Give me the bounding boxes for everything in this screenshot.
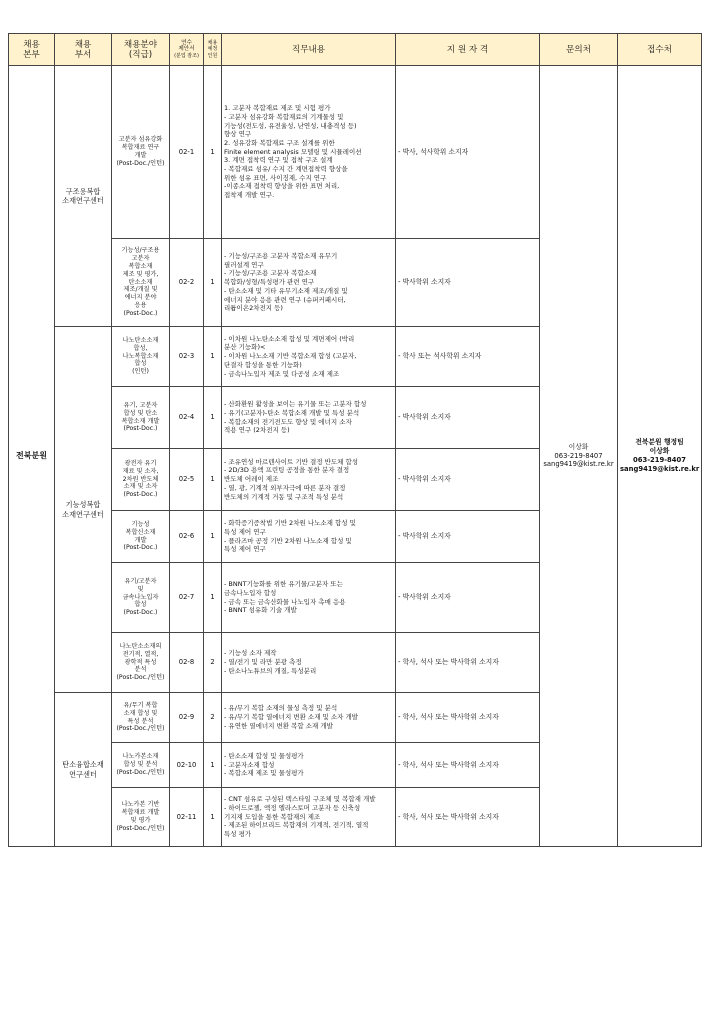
field-cell: 나노카본 기반 복합재료 개발 및 평가 (Post-Doc./인턴)	[112, 788, 170, 847]
code-cell: 02-7	[170, 563, 204, 633]
dept-cell: 구조용복합 소재연구센터	[55, 66, 112, 327]
header-qual: 지 원 자 격	[396, 34, 540, 66]
field-cell: 나노탄소소재 합성, 나노복합소재 합성 (인턴)	[112, 327, 170, 387]
duty-cell: - 탄소소재 합성 및 물성평가 - 고분자소재 합성 - 복합소재 제조 및 물성평가	[222, 743, 396, 788]
code-cell: 02-5	[170, 449, 204, 511]
qual-cell: - 학사 또는 석사학위 소지자	[396, 327, 540, 387]
count-cell: 1	[204, 511, 222, 563]
duty-cell: - 산화환원 활성을 보이는 유기물 또는 고분자 합성 - 유기(고분자)-탄소 복합소재 개발 및 특성 분석 - 복합소재의 전기전도도 향상 및 에너지 소자 적용 연구 (2차전지 등)	[222, 387, 396, 449]
qual-cell: - 학사, 석사 또는 박사학위 소지자	[396, 788, 540, 847]
duty-cell: - 화학증기증착법 기반 2차원 나노소재 합성 및 특성 제어 연구 - 플라즈마 공정 기반 2차원 나노소재 합성 및 특성 제어 연구	[222, 511, 396, 563]
code-cell: 02-8	[170, 633, 204, 693]
qual-cell: - 박사학위 소지자	[396, 449, 540, 511]
header-field: 채용분야 (직급)	[112, 34, 170, 66]
code-cell: 02-4	[170, 387, 204, 449]
duty-cell: - CNT 섬유로 구성된 텍스타일 구조체 및 복합재 개발 - 하이드로젤, 액정 엘라스토머 고분자 등 신축성 기지재 도입을 통한 복합재의 제조 - 제조된 하이브리드 복합재의 기계적, 전기적, 열적 특성 평가	[222, 788, 396, 847]
header-contact: 문의처	[540, 34, 618, 66]
count-cell: 2	[204, 693, 222, 743]
field-cell: 기능성/구조용 고분자 복합소재 제조 및 평가, 탄소소재 제조/개질 및 에너지 분야 응용 (Post-Doc.)	[112, 239, 170, 327]
header-hq: 채용 본부	[9, 34, 55, 66]
qual-cell: - 박사학위 소지자	[396, 563, 540, 633]
dept-cell: 기능성복합 소재연구센터	[55, 327, 112, 693]
duty-cell: - 조유연성 마르텐사이트 기반 결정 반도체 합성 - 2D/3D 용액 프린팅 공정을 통한 분자 결정 반도체 어레이 제조 - 열, 광, 기계적 외부자극에 따른 분자 결정 반도체의 기계적 거동 및 구조적 특성 분석	[222, 449, 396, 511]
code-cell: 02-1	[170, 66, 204, 239]
code-cell: 02-9	[170, 693, 204, 743]
field-cell: 유기/고분자 및 금속나노입자 합성 (Post-Doc.)	[112, 563, 170, 633]
header-period: 연수 제안서 (분업 잠조)	[170, 34, 204, 66]
duty-cell: - 유/무기 복합 소재의 물성 측정 및 분석 - 유/무기 복합 열에너지 변환 소재 및 소자 개발 - 유연한 열에너지 변환 복합 소재 개발	[222, 693, 396, 743]
qual-cell: - 박사, 석사학위 소지자	[396, 66, 540, 239]
count-cell: 1	[204, 563, 222, 633]
code-cell: 02-2	[170, 239, 204, 327]
qual-cell: - 박사학위 소지자	[396, 387, 540, 449]
count-cell: 1	[204, 788, 222, 847]
header-receive: 접수처	[618, 34, 702, 66]
hq-cell: 전북분원	[9, 66, 55, 847]
qual-cell: - 학사, 석사 또는 박사학위 소지자	[396, 743, 540, 788]
field-cell: 고분자 섬유강화 복합재료 연구 개발 (Post-Doc./인턴)	[112, 66, 170, 239]
code-cell: 02-11	[170, 788, 204, 847]
qual-cell: - 박사학위 소지자	[396, 239, 540, 327]
field-cell: 유기, 고분자 합성 및 탄소 복합소재 개발 (Post-Doc.)	[112, 387, 170, 449]
code-cell: 02-6	[170, 511, 204, 563]
field-cell: 유/무기 복합 소재 합성 및 특성 분석 (Post-Doc./인턴)	[112, 693, 170, 743]
code-cell: 02-10	[170, 743, 204, 788]
table-row	[9, 66, 702, 239]
duty-cell: - BNNT기능화를 위한 유기물/고분자 또는 금속나노입자 합성 - 금속 또는 금속산화물 나노입자 촉매 응용 - BNNT 섬유화 기술 개발	[222, 563, 396, 633]
field-cell: 광전자 유기 재료 및 소자, 2차원 반도체 소재 및 소자 (Post-Doc.)	[112, 449, 170, 511]
count-cell: 2	[204, 633, 222, 693]
count-cell: 1	[204, 387, 222, 449]
header-duty: 직무내용	[222, 34, 396, 66]
header-count: 채용 예정 인원	[204, 34, 222, 66]
count-cell: 1	[204, 66, 222, 239]
field-cell: 기능성 복합신소재 개발 (Post-Doc.)	[112, 511, 170, 563]
count-cell: 1	[204, 743, 222, 788]
duty-cell: - 기능성/구조용 고분자 복합소재 유무기 필러설계 연구 - 기능성/구조용 고분자 복합소재 복합화/성형/특성평가 관련 연구 - 탄소소재 및 기타 유무기소재 제조/개질 및 에너지 분야 응용 관련 연구 (슈퍼커패시터, 리튬이온2차전지 등)	[222, 239, 396, 327]
header-dept: 채용 부서	[55, 34, 112, 66]
header-row	[9, 34, 702, 66]
duty-cell: 1. 고분자 복합재료 제조 및 시험 평가 - 고분자 섬유강화 복합재료의 기계물성 및 기능성(전도성, 유전율성, 난연성, 내충격성 등) 향상 연구 2. 성유강화 복합재료 구조 설계를 위한 Finite element analysis 모델링 및 시뮬레이션 3. 계면 접착력 연구 및 접착 구조 설계 - 복합재료 섬유/ 수지 간 계면접착력 향상을 위한 섬유 표면, 사이징재, 수지 연구 -이종소재 접착력 향상을 위한 표면 처리, 접착제 개발 연구.	[222, 66, 396, 239]
count-cell: 1	[204, 449, 222, 511]
count-cell: 1	[204, 239, 222, 327]
duty-cell: - 이차원 나노탄소소재 합성 및 계면제어 (박리 분산 기능화)< - 이차원 나노소재 기반 복합소재 합성 (고분자, 단결자 합성을 통한 기능화) - 금속나노입자 제조 및 다공성 소재 제조	[222, 327, 396, 387]
duty-cell: - 기능성 소자 제작 - 열/전기 및 라만 분광 측정 - 탄소나노튜브의 개질, 특성분리	[222, 633, 396, 693]
qual-cell: - 학사, 석사 또는 박사학위 소지자	[396, 693, 540, 743]
field-cell: 나노탄소소재의 전기적, 열적, 광학적 특성 분석 (Post-Doc./인턴)	[112, 633, 170, 693]
code-cell: 02-3	[170, 327, 204, 387]
receive-cell: 전북분원 행정팀 이상화 063-219-8407 sang9419@kist.re.kr	[618, 66, 702, 847]
contact-cell: 이상화 063-219-8407 sang9419@kist.re.kr	[540, 66, 618, 847]
qual-cell: - 학사, 석사 또는 박사학위 소지자	[396, 633, 540, 693]
recruitment-table	[8, 33, 702, 847]
dept-cell: 탄소융합소재 연구센터	[55, 693, 112, 847]
recruitment-table-wrapper	[8, 33, 702, 847]
field-cell: 나노카본소재 합성 및 분석 (Post-Doc./인턴)	[112, 743, 170, 788]
qual-cell: - 박사학위 소지자	[396, 511, 540, 563]
count-cell: 1	[204, 327, 222, 387]
